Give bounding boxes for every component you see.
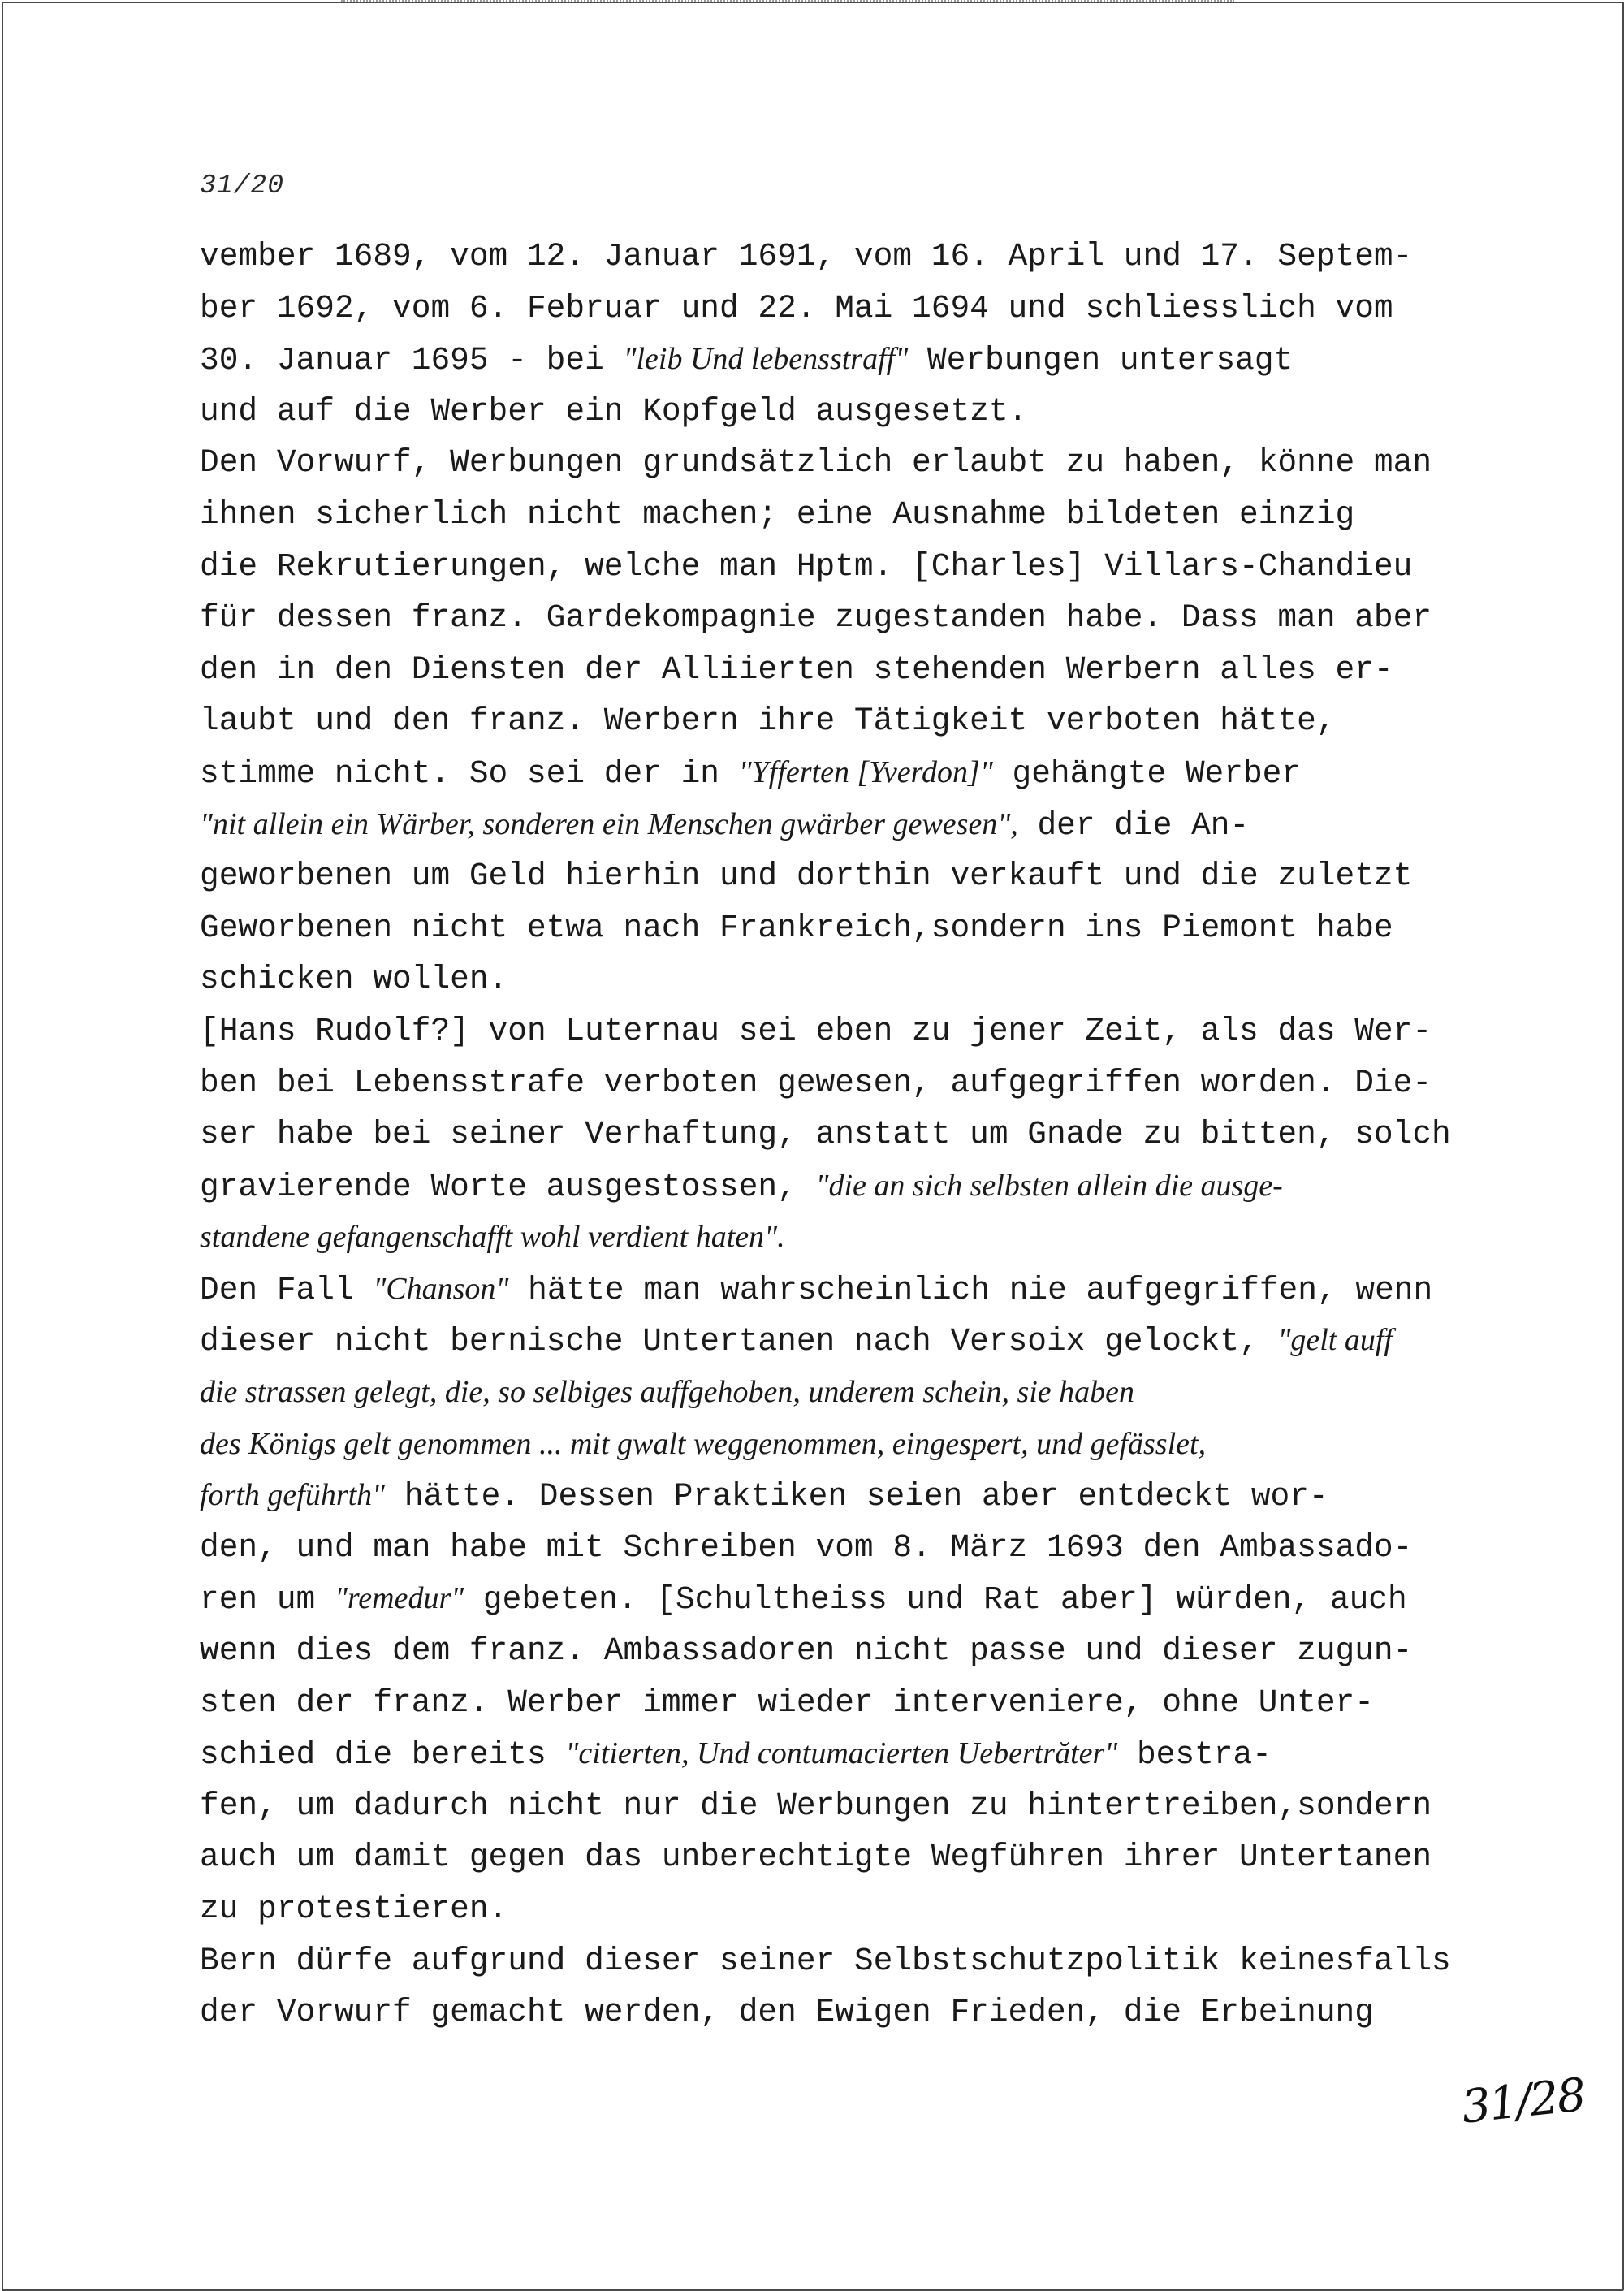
text-line (200, 386, 1483, 438)
handwritten-folio-number: 31/28 (1459, 2068, 1587, 2134)
body-text: bestra- (1117, 1736, 1272, 1774)
quoted-source-text: "gelt auff (1277, 1323, 1393, 1358)
text-line (200, 1522, 1483, 1574)
body-text: gravierende Worte ausgestossen, (200, 1168, 816, 1205)
text-line (200, 1367, 1483, 1419)
text-line (200, 1264, 1483, 1316)
body-text: fen, um dadurch nicht nur die Werbungen zu hintertreiben,sondern (200, 1787, 1432, 1824)
body-text: Geworbenen nicht etwa nach Frankreich,sondern ins Piemont habe (200, 909, 1393, 946)
body-text: die Rekrutierungen, welche man Hptm. [Charles] Villars-Chandieu (200, 547, 1413, 585)
body-text: Bern dürfe aufgrund dieser seiner Selbstschutzpolitik keinesfalls (200, 1942, 1451, 1979)
body-text: Den Fall (200, 1271, 374, 1308)
quoted-source-text: "remedur" (334, 1581, 464, 1616)
quoted-source-text: "die an sich selbsten allein die ausge- (815, 1168, 1283, 1203)
quoted-source-text: forth geführth" (200, 1478, 386, 1513)
document-body (200, 231, 1483, 2038)
quoted-source-text: "leib Und lebensstraff" (623, 342, 909, 377)
body-text: geworbenen um Geld hierhin und dorthin verkauft und die zuletzt (200, 858, 1413, 895)
body-text: Den Vorwurf, Werbungen grundsätzlich erlaubt zu haben, könne man (200, 444, 1432, 482)
text-line (200, 283, 1483, 335)
text-line (200, 1470, 1483, 1522)
text-line (200, 850, 1483, 902)
body-text: ren um (200, 1581, 335, 1619)
text-line (200, 747, 1483, 799)
body-text: stimme nicht. So sei der in (200, 754, 739, 792)
quoted-source-text: des Königs gelt genommen ... mit gwalt weggenommen, eingespert, und gefässlet, (200, 1426, 1207, 1461)
body-text: [Hans Rudolf?] von Luternau sei eben zu jener Zeit, als das Wer- (200, 1012, 1432, 1049)
body-text: sten der franz. Werber immer wieder interveniere, ohne Unter- (200, 1684, 1374, 1721)
text-line (200, 644, 1483, 696)
body-text: gehängte Werber (992, 754, 1302, 792)
body-text: ber 1692, vom 6. Februar und 22. Mai 1694 und schliesslich vom (200, 289, 1393, 326)
text-line (200, 1057, 1483, 1109)
body-text: schicken wollen. (200, 961, 508, 998)
text-line (200, 1625, 1483, 1677)
body-text: 30. Januar 1695 - bei (200, 342, 624, 379)
body-text: der die An- (1017, 806, 1250, 844)
body-text: wenn dies dem franz. Ambassadoren nicht passe und dieser zugun- (200, 1632, 1413, 1670)
scan-edge-artifact (341, 0, 1234, 5)
page-number: 31/20 (200, 171, 285, 201)
quoted-source-text: "Yfferten [Yverdon]" (738, 754, 993, 789)
text-line (200, 1315, 1483, 1367)
text-line (200, 1986, 1483, 2038)
quoted-source-text: standene gefangenschafft wohl verdient haten". (200, 1220, 785, 1255)
text-line (200, 489, 1483, 541)
text-line (200, 437, 1483, 489)
body-text: hätte man wahrscheinlich nie aufgegriffen, wenn (508, 1271, 1433, 1308)
body-text: ihnen sicherlich nicht machen; eine Ausnahme bildeten einzig (200, 495, 1355, 533)
body-text: hätte. Dessen Praktiken seien aber entdeckt wor- (385, 1478, 1328, 1515)
text-line (200, 1780, 1483, 1832)
text-line (200, 1212, 1483, 1264)
text-line (200, 541, 1483, 593)
text-line (200, 231, 1483, 283)
text-line (200, 592, 1483, 644)
body-text: Werbungen untersagt (908, 342, 1294, 379)
text-line (200, 1728, 1483, 1780)
text-line (200, 1573, 1483, 1625)
body-text: auch um damit gegen das unberechtigte Wegführen ihrer Untertanen (200, 1839, 1432, 1876)
text-line (200, 334, 1483, 386)
text-line (200, 1831, 1483, 1883)
text-line (200, 1677, 1483, 1729)
text-line (200, 695, 1483, 747)
quoted-source-text: "nit allein ein Wärber, sonderen ein Menschen gwärber gewesen", (200, 806, 1018, 841)
text-line (200, 1419, 1483, 1471)
body-text: laubt und den franz. Werbern ihre Tätigkeit verboten hätte, (200, 702, 1336, 740)
text-line (200, 953, 1483, 1005)
text-line (200, 902, 1483, 954)
body-text: den in den Diensten der Alliierten stehenden Werbern alles er- (200, 651, 1393, 688)
text-line (200, 1109, 1483, 1161)
text-line (200, 1005, 1483, 1057)
text-line (200, 1935, 1483, 1987)
text-line (200, 799, 1483, 851)
text-line (200, 1161, 1483, 1213)
quoted-source-text: "citierten, Und contumacierten Uebertrăter" (565, 1736, 1118, 1771)
body-text: gebeten. [Schultheiss und Rat aber] würden, auch (464, 1581, 1407, 1619)
body-text: der Vorwurf gemacht werden, den Ewigen Frieden, die Erbeinung (200, 1994, 1374, 2031)
body-text: zu protestieren. (200, 1891, 508, 1927)
body-text: schied die bereits (200, 1736, 566, 1774)
body-text: ben bei Lebensstrafe verboten gewesen, aufgegriffen worden. Die- (200, 1064, 1432, 1101)
body-text: den, und man habe mit Schreiben vom 8. März 1693 den Ambassado- (200, 1528, 1413, 1566)
body-text: dieser nicht bernische Untertanen nach Versoix gelockt, (200, 1323, 1278, 1360)
body-text: ser habe bei seiner Verhaftung, anstatt um Gnade zu bitten, solch (200, 1116, 1451, 1153)
body-text: vember 1689, vom 12. Januar 1691, vom 16. April und 17. Septem- (200, 238, 1413, 274)
quoted-source-text: die strassen gelegt, die, so selbiges auffgehoben, underem schein, sie haben (200, 1375, 1135, 1410)
quoted-source-text: "Chanson" (373, 1271, 509, 1306)
text-line (200, 1883, 1483, 1935)
body-text: für dessen franz. Gardekompagnie zugestanden habe. Dass man aber (200, 599, 1432, 637)
body-text: und auf die Werber ein Kopfgeld ausgesetzt. (200, 392, 1028, 430)
